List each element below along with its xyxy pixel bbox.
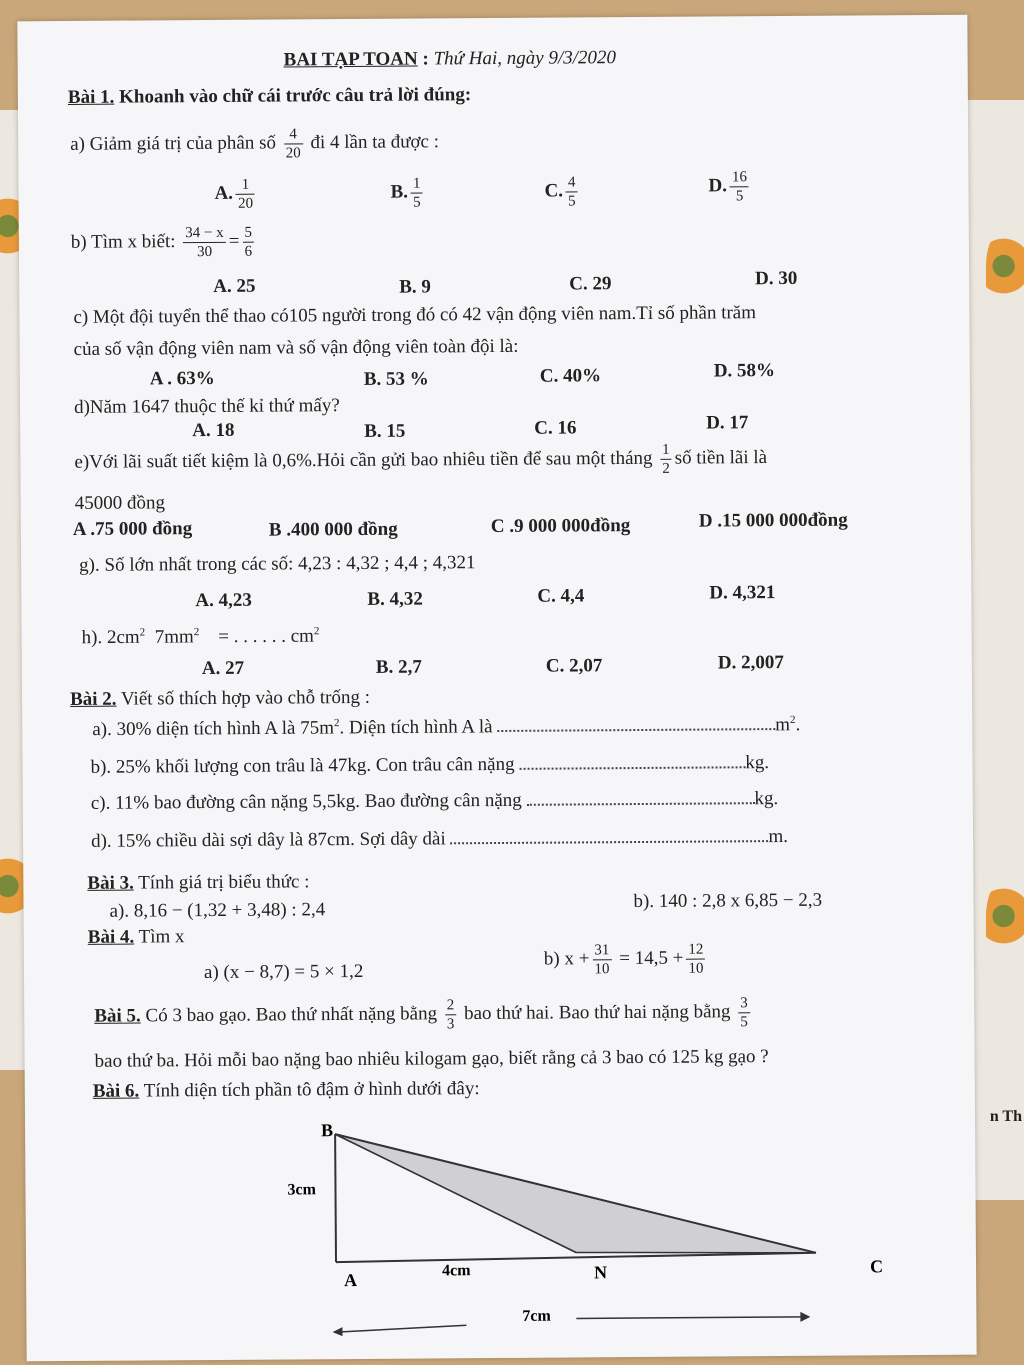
q-g-opt-a[interactable]: A. 4,23	[195, 589, 252, 612]
bai6-heading: Bài 6. Tính diện tích phần tô đậm ở hình dưới đây:	[92, 1078, 480, 1102]
label-ab-length: 3cm	[287, 1181, 316, 1199]
arrowhead-left	[332, 1327, 342, 1336]
q-h-opt-d[interactable]: D. 2,007	[717, 651, 784, 674]
q-a-opt-c[interactable]: C. $\frac{4}{5}$	[544, 174, 576, 210]
bai4-a: a) (x − 8,7) = 5 × 1,2	[203, 960, 364, 984]
q-b-opt-d[interactable]: D. 30	[755, 267, 798, 290]
bai5-line1: Bài 5. Có 3 bao gạo. Bao thứ nhất nặng bằng $\frac{2}{3}$ bao thứ hai. Bao thứ hai nặng bằng $\frac{3}{5}$	[94, 995, 748, 1033]
bai4-b: b) x + $\frac{31}{10}$ = 14,5 + $\frac{12}{10}$	[543, 941, 704, 978]
bai3-b: b). 140 : 2,8 x 6,85 − 2,3	[633, 889, 823, 913]
bai2-item-c: c). 11% bao đường cân nặng 5,5kg. Bao đường cân nặng kg.	[90, 788, 779, 814]
label-c: C	[869, 1256, 884, 1277]
q-c-opt-c[interactable]: C. 40%	[539, 365, 602, 387]
answer-blank-c[interactable]	[526, 790, 754, 806]
label-n: N	[594, 1262, 608, 1283]
q-a-opt-a[interactable]: A. $\frac{1}{20}$	[214, 176, 254, 212]
q-h-opt-b[interactable]: B. 2,7	[375, 656, 422, 678]
side-text: n Th	[989, 1108, 1022, 1125]
q-d-opt-a[interactable]: A. 18	[192, 419, 235, 442]
q-h-opt-c[interactable]: C. 2,07	[545, 655, 603, 677]
q-e-line2: 45000 đồng	[74, 492, 166, 514]
q-b-opt-c[interactable]: C. 29	[569, 273, 612, 295]
q-h-opt-a[interactable]: A. 27	[201, 657, 245, 680]
q-c-line1: c) Một đội tuyển thể thao có105 người trong đó có 42 vận động viên nam.Tỉ số phần trăm	[73, 302, 757, 328]
q-e-opt-b[interactable]: B .400 000 đồng	[268, 518, 398, 541]
label-an-length: 4cm	[442, 1262, 471, 1280]
q-a-opt-d[interactable]: D. $\frac{16}{5}$	[708, 168, 752, 205]
arrowhead-right	[800, 1312, 810, 1322]
arrow-right	[576, 1317, 804, 1319]
ornament-right-bottom	[986, 880, 1024, 970]
bai2-heading: Bài 2. Viết số thích hợp vào chỗ trống :	[69, 686, 371, 710]
q-e-opt-d[interactable]: D .15 000 000đồng	[698, 509, 848, 532]
q-b: b) Tìm x biết: $\frac{34 - x}{30}$ = $\frac{5}{6}$	[70, 224, 253, 261]
answer-blank-d[interactable]	[450, 828, 768, 844]
triangle-figure	[275, 1110, 927, 1345]
q-d-opt-b[interactable]: B. 15	[364, 420, 406, 442]
segment-ac	[336, 1253, 816, 1262]
q-b-opt-a[interactable]: A. 25	[213, 275, 256, 297]
worksheet-page	[17, 15, 976, 1362]
answer-blank-b[interactable]	[519, 754, 745, 770]
q-g: g). Số lớn nhất trong các số: 4,23 : 4,32 ; 4,4 ; 4,321	[79, 552, 476, 576]
label-a: A	[344, 1269, 358, 1291]
bai5-line2: bao thứ ba. Hỏi mỗi bao nặng bao nhiêu kilogam gạo, biết rằng cả 3 bao có 125 kg gạo ?	[94, 1046, 769, 1072]
q-c-opt-d[interactable]: D. 58%	[713, 360, 776, 382]
bai3-heading: Bài 3. Tính giá trị biểu thức :	[87, 871, 310, 894]
q-d-opt-d[interactable]: D. 17	[706, 412, 749, 434]
q-g-opt-b[interactable]: B. 4,32	[367, 588, 423, 610]
answer-blank-a[interactable]	[497, 716, 775, 732]
bai2-item-d: d). 15% chiều dài sợi dây là 87cm. Sợi dây dài m.	[90, 825, 789, 852]
q-d-opt-c[interactable]: C. 16	[534, 417, 577, 439]
ornament-right-top	[986, 230, 1024, 320]
arrow-left	[336, 1325, 466, 1332]
q-a-opt-b[interactable]: B. $\frac{1}{5}$	[390, 175, 421, 211]
q-h: h). $2cm^2$ $7mm^2$ = . . . . . . $cm^2$	[81, 625, 320, 649]
q-c-line2: của số vận động viên nam và số vận động viên toàn đội là:	[73, 335, 519, 360]
bai2-item-a: a). 30% diện tích hình A là $75m^2$. Diện tích hình A là $m^2$.	[92, 713, 801, 741]
label-ac-length: 7cm	[522, 1307, 551, 1325]
bai4-heading: Bài 4. Tìm x	[87, 926, 185, 948]
q-e-line1: e)Với lãi suất tiết kiệm là 0,6%.Hỏi cần gửi bao nhiêu tiền để sau một tháng $\frac{1}{2}$ số tiền lãi là	[74, 441, 768, 477]
q-e-opt-a[interactable]: A .75 000 đồng	[72, 518, 193, 540]
q-c-opt-b[interactable]: B. 53 %	[363, 368, 429, 390]
q-e-opt-c[interactable]: C .9 000 000đồng	[490, 515, 631, 538]
bai1-heading: Bài 1. Khoanh vào chữ cái trước câu trả lời đúng:	[67, 84, 472, 108]
page-title: BAI TẠP TOAN : Thứ Hai, ngày 9/3/2020	[283, 47, 617, 71]
q-b-opt-b[interactable]: B. 9	[399, 276, 431, 298]
bai3-a: a). 8,16 − (1,32 + 3,48) : 2,4	[109, 899, 326, 922]
q-a: a) Giảm giá trị của phân số $\frac{4}{20}$ đi 4 lần ta được :	[70, 126, 440, 162]
q-d: d)Năm 1647 thuộc thế kỉ thứ mấy?	[73, 395, 340, 418]
q-c-opt-a[interactable]: A . 63%	[149, 367, 215, 390]
label-b: B	[321, 1120, 334, 1141]
q-g-opt-c[interactable]: C. 4,4	[537, 585, 585, 607]
q-g-opt-d[interactable]: D. 4,321	[709, 582, 776, 604]
segment-ab	[335, 1134, 336, 1262]
bai2-item-b: b). 25% khối lượng con trâu là 47kg. Con trâu cân nặng kg.	[90, 752, 770, 778]
